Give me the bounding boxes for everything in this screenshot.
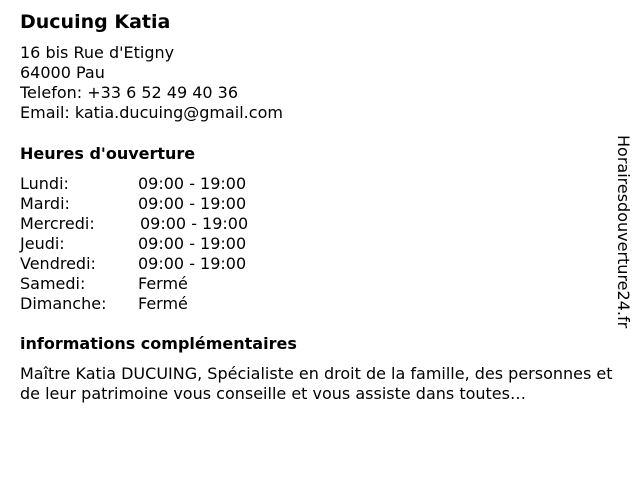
- day-label: Lundi:: [20, 174, 69, 193]
- address-city: 64000 Pau: [20, 63, 105, 82]
- time-value: 09:00 - 19:00: [140, 214, 249, 233]
- time-value: Fermé: [138, 274, 188, 293]
- day-label: Mercredi:: [20, 214, 95, 233]
- day-label: Mardi:: [20, 194, 70, 213]
- watermark-text: Horairesdouverture24.fr: [614, 135, 633, 329]
- day-label: Jeudi:: [20, 234, 65, 253]
- day-label: Samedi:: [20, 274, 86, 293]
- business-name: Ducuing Katia: [20, 11, 171, 33]
- additional-info-heading: informations complémentaires: [20, 334, 297, 353]
- day-label: Dimanche:: [20, 294, 107, 313]
- time-value: 09:00 - 19:00: [138, 234, 247, 253]
- opening-hours-heading: Heures d'ouverture: [20, 144, 196, 163]
- contact-block: [20, 43, 283, 123]
- time-value: 09:00 - 19:00: [138, 194, 247, 213]
- phone-number: Telefon: +33 6 52 49 40 36: [20, 83, 239, 102]
- email-address: Email: katia.ducuing@gmail.com: [20, 103, 283, 122]
- additional-info-text: Maître Katia DUCUING, Spécialiste en droit de la famille, des personnes et de leur patrimoine vous conseille et vous assiste dans toutes…: [20, 364, 613, 403]
- address-street: 16 bis Rue d'Etigny: [20, 43, 175, 62]
- day-label: Vendredi:: [20, 254, 96, 273]
- time-value: 09:00 - 19:00: [138, 174, 247, 193]
- time-value: Fermé: [138, 294, 188, 313]
- time-value: 09:00 - 19:00: [138, 254, 247, 273]
